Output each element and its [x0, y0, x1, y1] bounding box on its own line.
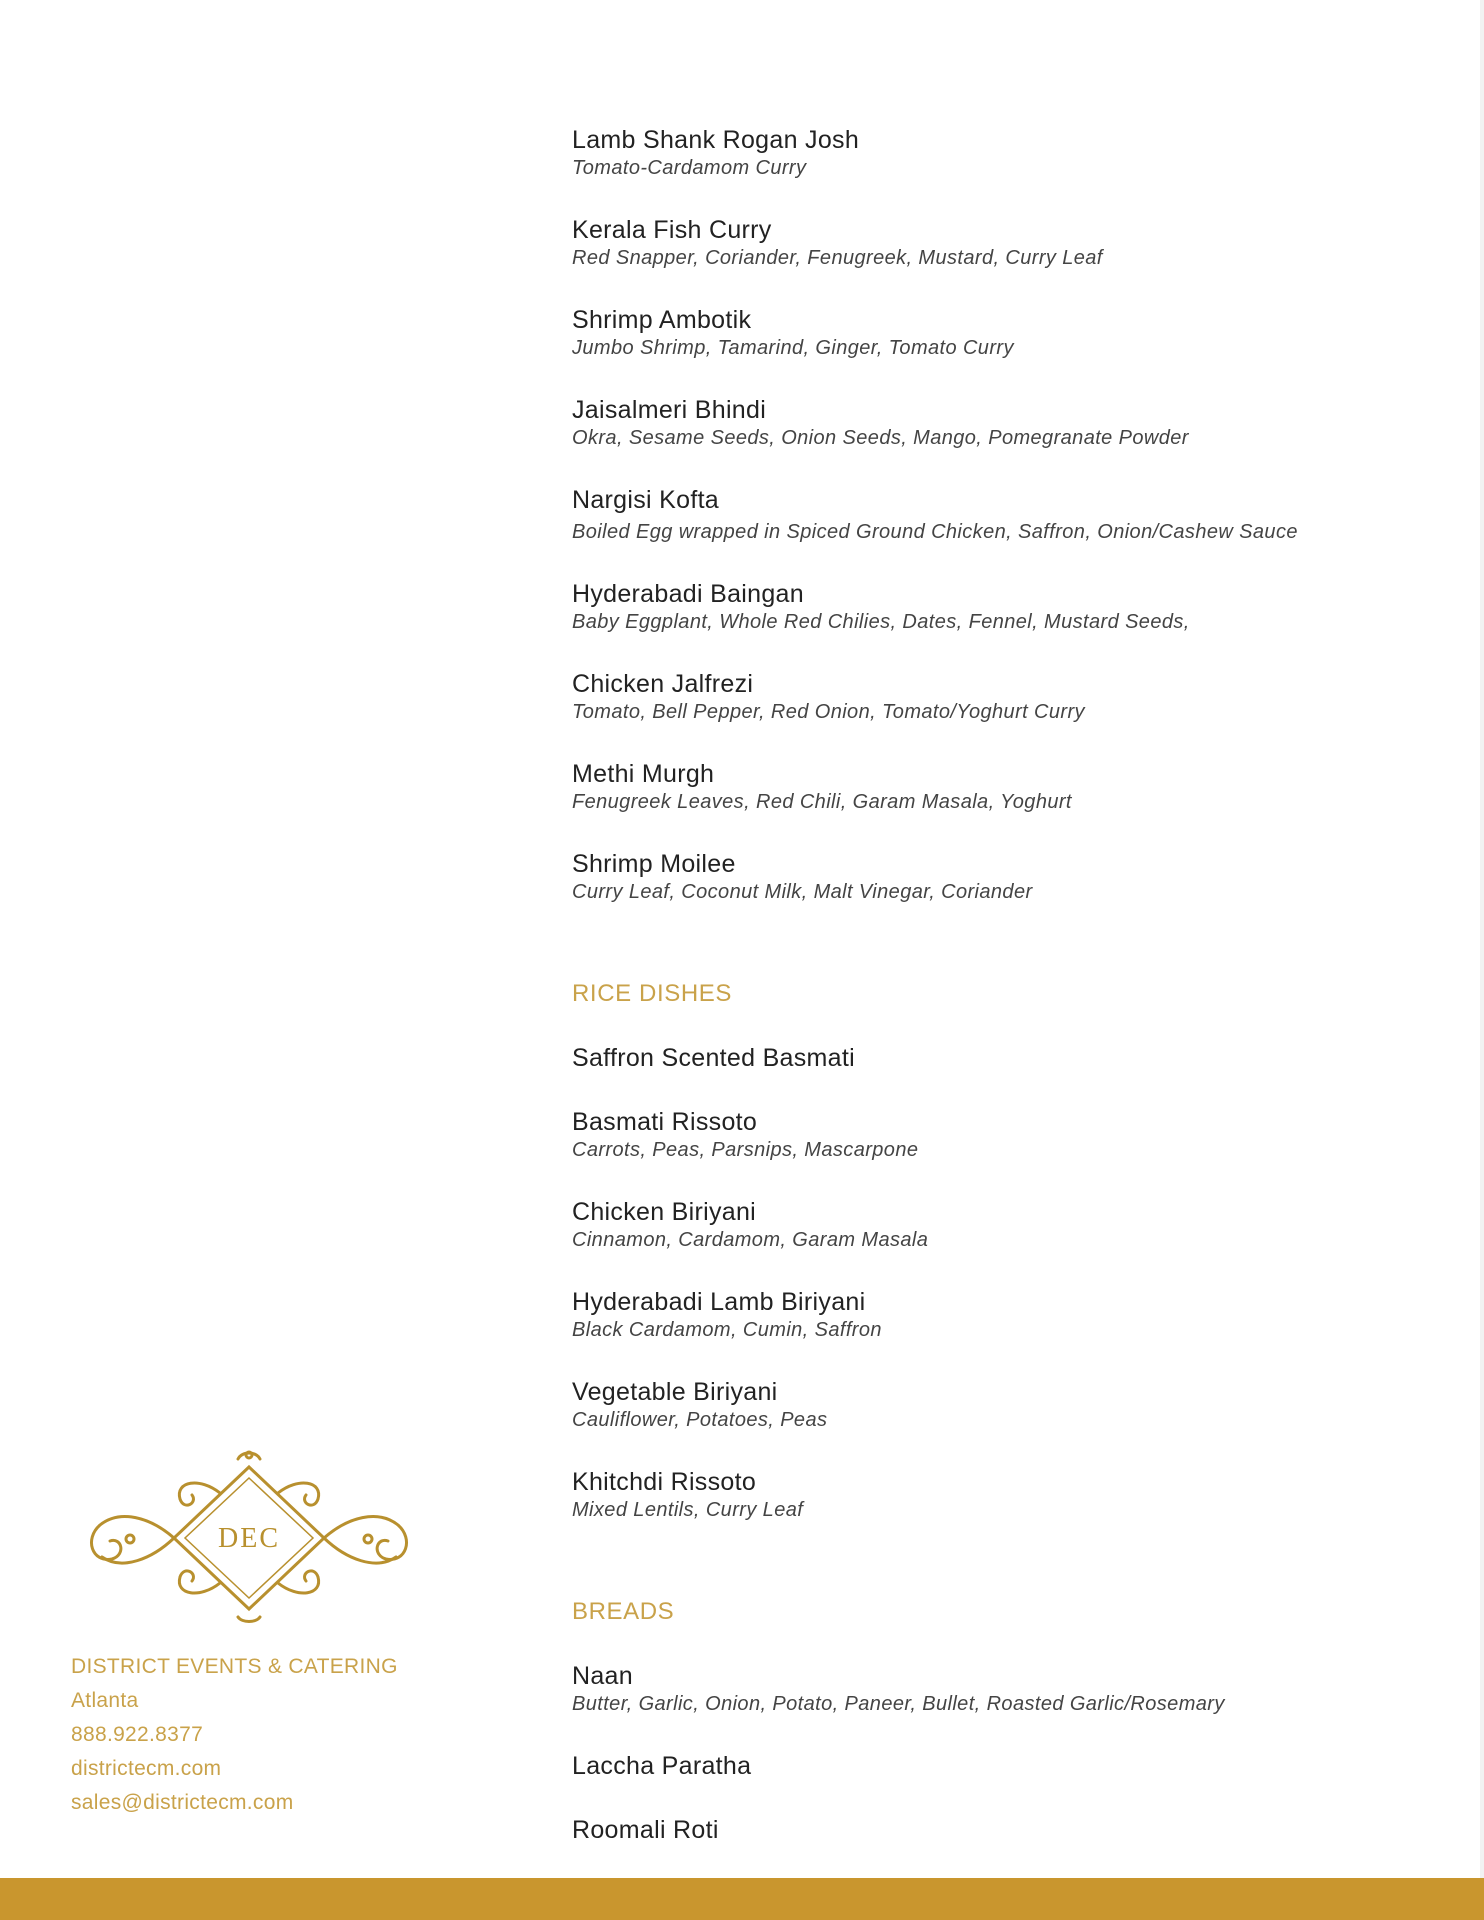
dec-logo — [70, 1447, 428, 1623]
item-name: Laccha Paratha — [572, 1752, 752, 1780]
section-title-rice: RICE DISHES — [572, 980, 732, 1007]
item-name: Naan — [572, 1662, 633, 1690]
menu-item — [572, 1815, 1452, 1845]
item-description: Tomato, Bell Pepper, Red Onion, Tomato/Yoghurt Curry — [572, 701, 1085, 723]
item-description: Cauliflower, Potatoes, Peas — [572, 1409, 828, 1431]
menu-item — [572, 1661, 1452, 1717]
item-name: Shrimp Ambotik — [572, 306, 752, 334]
contact-phone[interactable]: 888.922.8377 — [71, 1723, 204, 1746]
item-description: Boiled Egg wrapped in Spiced Ground Chicken, Saffron, Onion/Cashew Sauce — [572, 521, 1298, 543]
menu-item — [572, 1467, 1452, 1523]
curries-list — [572, 125, 1452, 905]
contact-website[interactable]: districtecm.com — [71, 1757, 222, 1780]
item-name: Hyderabadi Baingan — [572, 580, 804, 608]
contact-email[interactable]: sales@districtecm.com — [71, 1791, 294, 1814]
contact-city: Atlanta — [71, 1689, 139, 1712]
item-description: Jumbo Shrimp, Tamarind, Ginger, Tomato Curry — [572, 337, 1014, 359]
item-name: Lamb Shank Rogan Josh — [572, 126, 860, 154]
item-name: Vegetable Biriyani — [572, 1378, 778, 1406]
item-name: Nargisi Kofta — [572, 486, 720, 514]
page-edge — [1480, 0, 1484, 1920]
item-name: Roomali Roti — [572, 1816, 719, 1844]
menu-item — [572, 759, 1452, 815]
item-name: Hyderabadi Lamb Biriyani — [572, 1288, 866, 1316]
menu-item — [572, 1377, 1452, 1433]
item-description: Butter, Garlic, Onion, Potato, Paneer, Bullet, Roasted Garlic/Rosemary — [572, 1693, 1225, 1715]
section-title-breads: BREADS — [572, 1598, 675, 1625]
item-description: Curry Leaf, Coconut Milk, Malt Vinegar, Coriander — [572, 881, 1033, 903]
item-description: Black Cardamom, Cumin, Saffron — [572, 1319, 882, 1341]
menu-item — [572, 1751, 1452, 1781]
menu-column — [572, 125, 1452, 1879]
menu-item — [572, 1107, 1452, 1163]
menu-item — [572, 579, 1452, 635]
item-description: Carrots, Peas, Parsnips, Mascarpone — [572, 1139, 919, 1161]
item-description: Fenugreek Leaves, Red Chili, Garam Masala, Yoghurt — [572, 791, 1072, 813]
item-description: Mixed Lentils, Curry Leaf — [572, 1499, 804, 1521]
item-description: Baby Eggplant, Whole Red Chilies, Dates, Fennel, Mustard Seeds, — [572, 611, 1190, 633]
rice-list — [572, 1043, 1452, 1523]
menu-item — [572, 1287, 1452, 1343]
item-description: Tomato-Cardamom Curry — [572, 157, 807, 179]
breads-list — [572, 1661, 1452, 1845]
item-name: Chicken Biriyani — [572, 1198, 757, 1226]
contact-block — [71, 1650, 398, 1820]
menu-item — [572, 125, 1452, 181]
company-name: DISTRICT EVENTS & CATERING — [71, 1655, 398, 1678]
logo-monogram: DEC — [218, 1523, 280, 1554]
item-name: Basmati Rissoto — [572, 1108, 758, 1136]
menu-item — [572, 1043, 1452, 1073]
footer-bar — [0, 1878, 1484, 1920]
item-description: Red Snapper, Coriander, Fenugreek, Mustard, Curry Leaf — [572, 247, 1103, 269]
item-name: Methi Murgh — [572, 760, 715, 788]
item-description: Cinnamon, Cardamom, Garam Masala — [572, 1229, 929, 1251]
item-name: Kerala Fish Curry — [572, 216, 772, 244]
item-name: Khitchdi Rissoto — [572, 1468, 757, 1496]
menu-item — [572, 669, 1452, 725]
menu-item — [572, 395, 1452, 451]
item-name: Chicken Jalfrezi — [572, 670, 754, 698]
item-description: Okra, Sesame Seeds, Onion Seeds, Mango, Pomegranate Powder — [572, 427, 1189, 449]
menu-item — [572, 849, 1452, 905]
menu-item — [572, 485, 1452, 545]
item-name: Saffron Scented Basmati — [572, 1044, 855, 1072]
menu-item — [572, 1197, 1452, 1253]
item-name: Shrimp Moilee — [572, 850, 736, 878]
item-name: Jaisalmeri Bhindi — [572, 396, 767, 424]
menu-item — [572, 305, 1452, 361]
menu-item — [572, 215, 1452, 271]
